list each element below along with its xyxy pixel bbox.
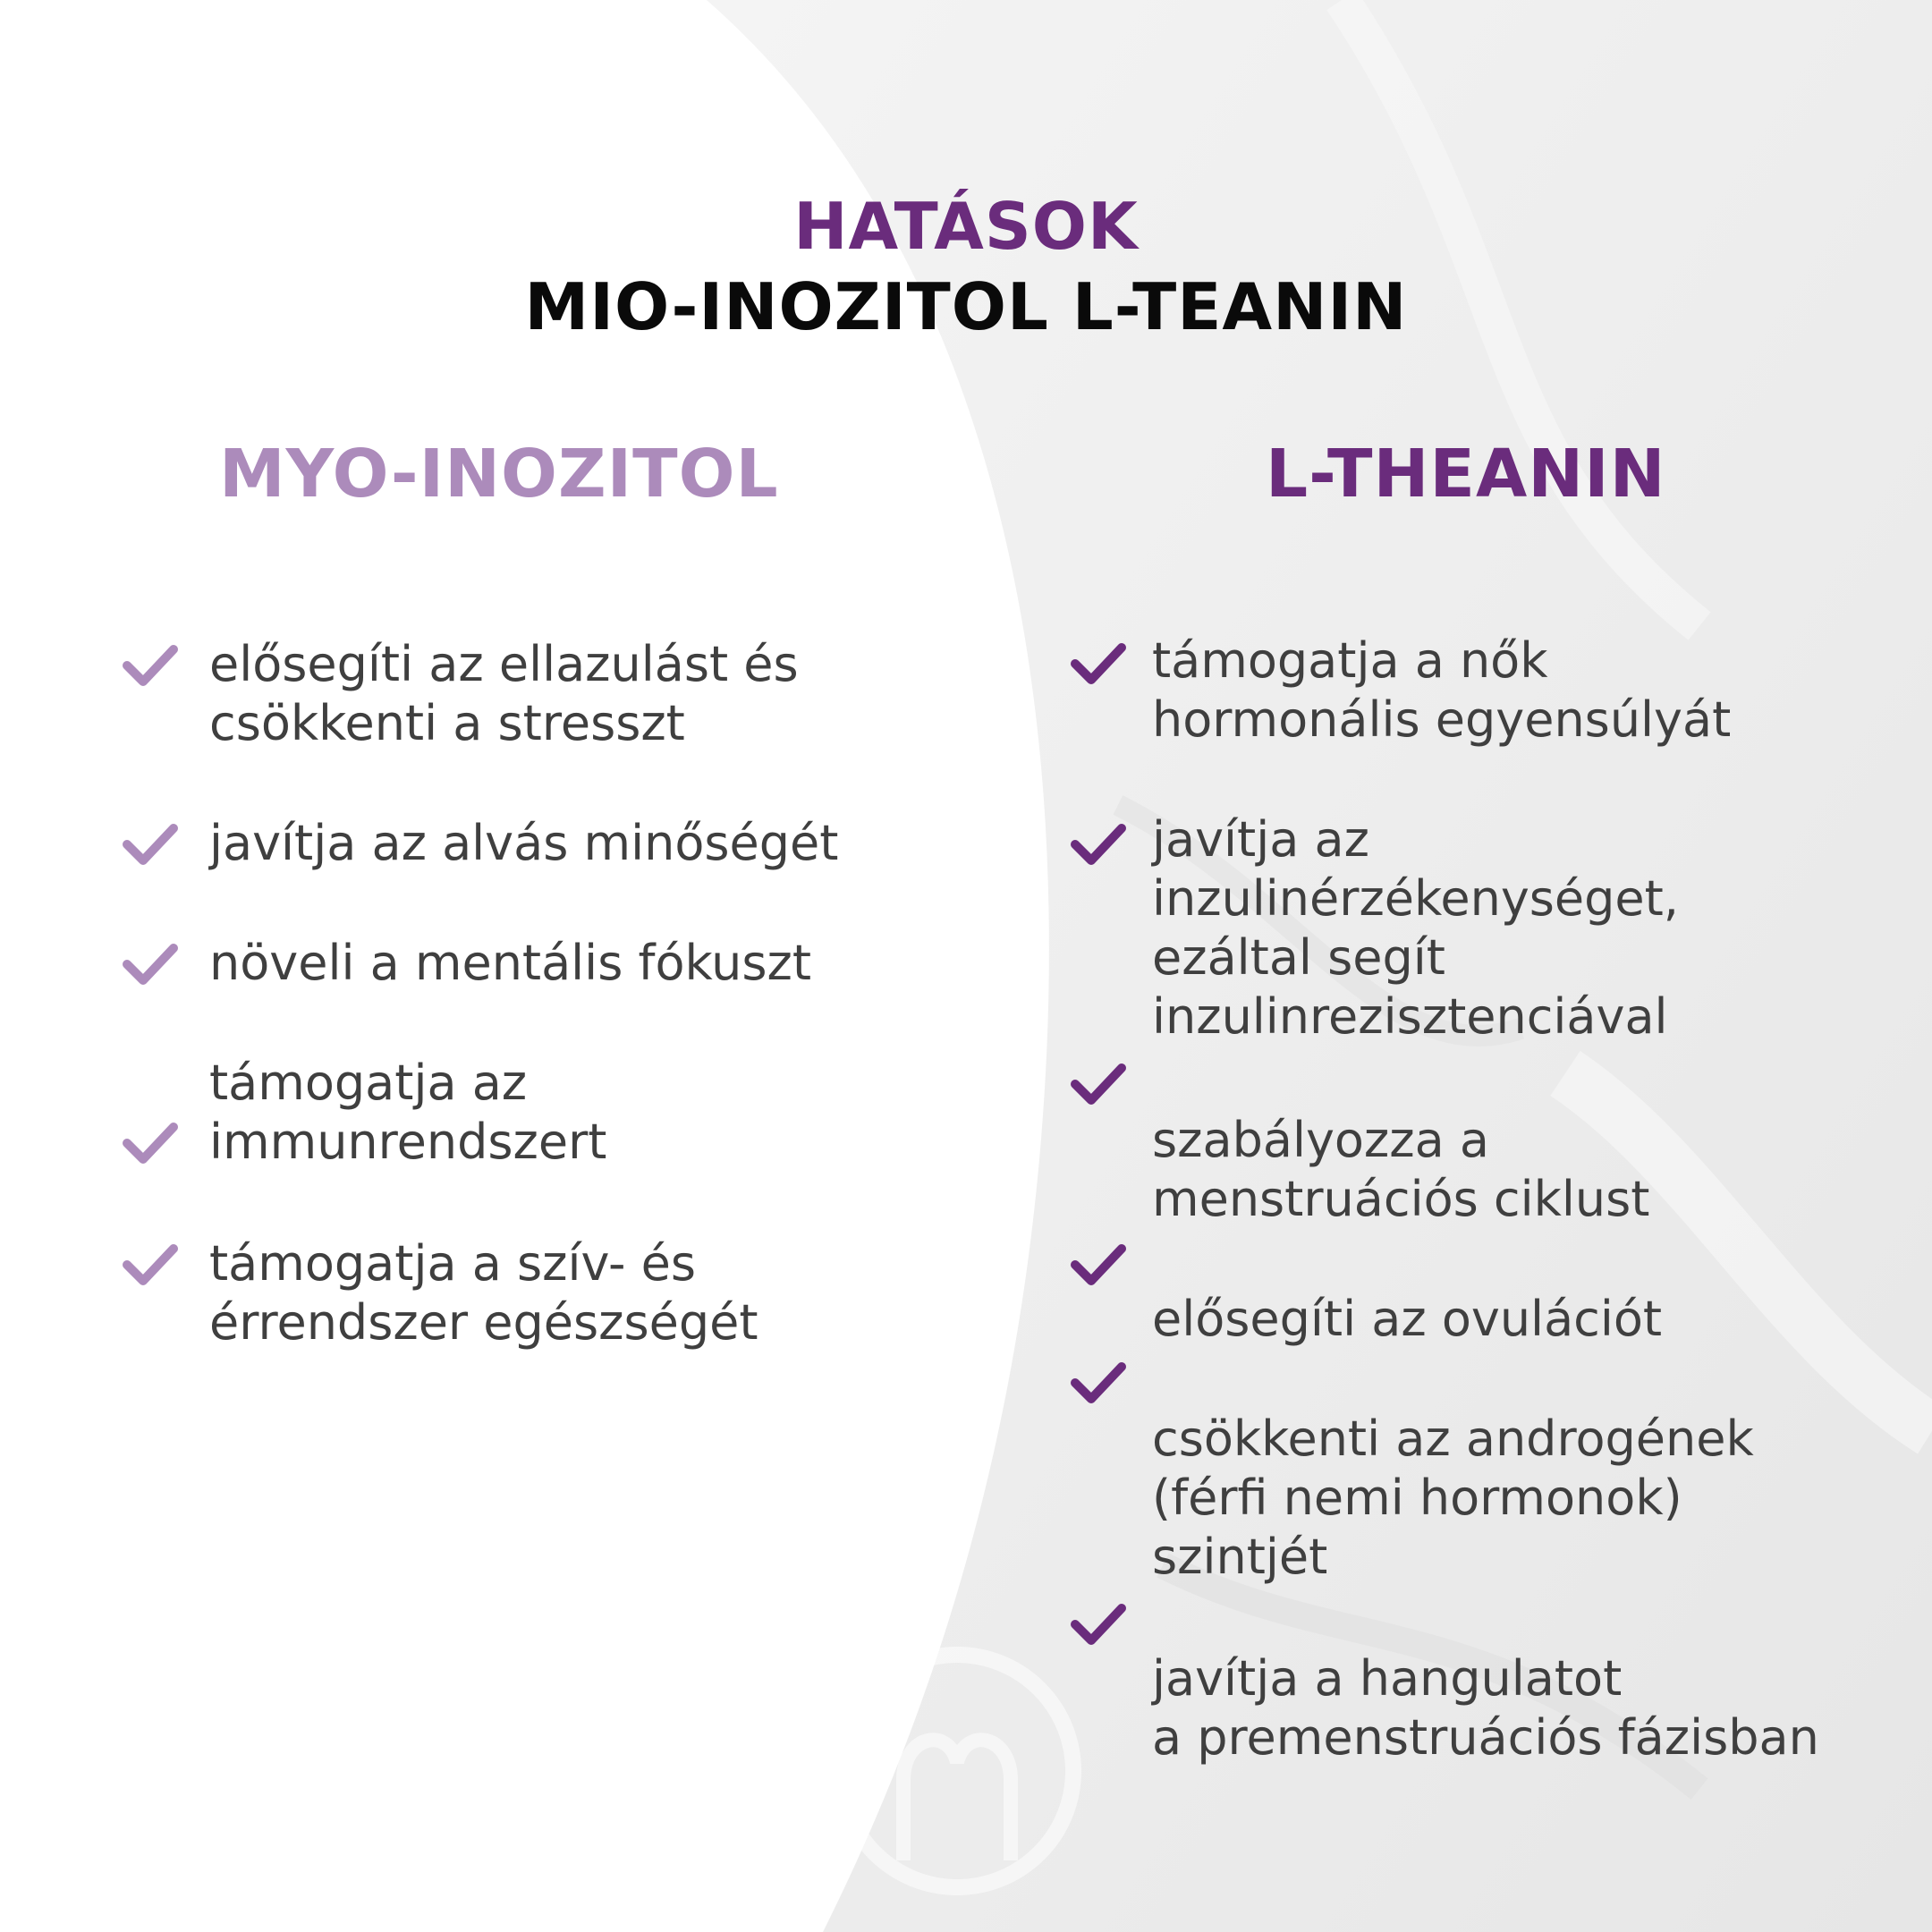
left-list-item: támogatja az immunrendszert	[209, 1055, 607, 1170]
checkmark-icon	[1070, 640, 1127, 687]
right-list-item: támogatja a nők hormonális egyensúlyát	[1152, 632, 1732, 748]
checkmark-icon	[1070, 1061, 1127, 1107]
checkmark-icon	[122, 941, 179, 987]
left-list-item: támogatja a szív- és érrendszer egészségét	[209, 1235, 758, 1351]
right-list-item: szabályozza a menstruációs ciklust	[1152, 1112, 1650, 1227]
checkmark-icon	[122, 821, 179, 868]
left-list-item: növeli a mentális fókuszt	[209, 935, 812, 991]
checkmark-icon	[1070, 1360, 1127, 1406]
page-title-top: HATÁSOK	[793, 189, 1139, 264]
checkmark-icon	[1070, 1241, 1127, 1288]
right-column-heading: L-THEANIN	[1266, 436, 1666, 513]
right-list-item: javítja az inzulinérzékenységet, ezáltal segít inzulinrezisztenciával	[1152, 811, 1679, 1045]
checkmark-icon	[122, 642, 179, 689]
right-list-item: javítja a hangulatot a premenstruációs fázisban	[1152, 1650, 1819, 1766]
checkmark-icon	[1070, 821, 1127, 868]
checkmark-icon	[1070, 1601, 1127, 1648]
left-list-item: javítja az alvás minőségét	[209, 815, 839, 871]
left-column-heading: MYO-INOZITOL	[219, 436, 779, 513]
right-list-item: elősegíti az ovulációt	[1152, 1291, 1663, 1347]
left-list-item: elősegíti az ellazulást és csökkenti a stresszt	[209, 636, 799, 751]
page-title-bottom: MIO-INOZITOL L-TEANIN	[524, 269, 1408, 344]
right-list-item: csökkenti az androgének (férfi nemi hormonok) szintjét	[1152, 1411, 1754, 1585]
checkmark-icon	[122, 1120, 179, 1166]
checkmark-icon	[122, 1241, 179, 1288]
